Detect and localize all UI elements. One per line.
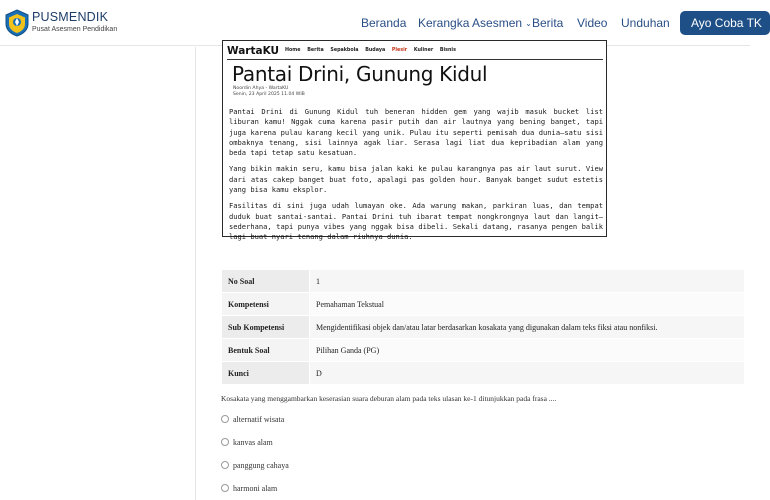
article-menu-item: Budaya — [365, 48, 386, 53]
radio-button[interactable] — [221, 461, 229, 469]
nav-unduhan[interactable]: Unduhan — [621, 16, 670, 30]
table-row — [222, 316, 745, 339]
article-body — [229, 107, 603, 249]
table-value: Mengidentifikasi objek dan/atau latar berdasarkan kosakata yang digunakan dalam teks fiksi atau nonfiksi. — [310, 316, 745, 339]
try-button[interactable]: Ayo Coba TK — [680, 11, 770, 35]
table-label: Sub Kompetensi — [222, 316, 310, 339]
nav-beranda[interactable]: Beranda — [361, 16, 407, 30]
option-label: harmoni alam — [233, 484, 278, 493]
table-row — [222, 362, 745, 385]
table-row — [222, 270, 745, 293]
article-menu-item: Bisnis — [439, 48, 456, 53]
answer-option-d[interactable] — [221, 484, 277, 496]
option-label: kanvas alam — [233, 438, 273, 447]
brand-subtitle: Pusat Asesmen Pendidikan — [32, 26, 118, 33]
table-value: Pemahaman Tekstual — [310, 293, 745, 316]
radio-button[interactable] — [221, 415, 229, 423]
article-menu-item: Berita — [307, 48, 324, 53]
article-paragraph: Pantai Drini di Gunung Kidul tuh beneran hidden gem yang wajib masuk bucket list liburan kamu! Nggak cuma karena pasir putih dan air lautnya yang bening banget, tapi juga karena pulau karang kecil yang unik. Pulau itu seperti pemisah dua dunia—satu sisi ombaknya tenang, sisi lainnya agak liar. Serasa lagi liat dua kepribadian alam yang beda tapi tetap satu kesatuan. — [229, 107, 603, 158]
radio-button[interactable] — [221, 484, 229, 492]
article-topbar — [227, 45, 603, 57]
article-menu — [285, 48, 461, 53]
table-label: Kompetensi — [222, 293, 310, 316]
nav-kerangka-asesmen[interactable] — [418, 16, 532, 30]
table-value: D — [310, 362, 745, 385]
answer-option-b[interactable] — [221, 438, 273, 450]
article-menu-item: Home — [285, 48, 301, 53]
table-value: Pilihan Ganda (PG) — [310, 339, 745, 362]
article-title: Pantai Drini, Gunung Kidul — [232, 62, 488, 86]
article-paragraph: Yang bikin makin seru, kamu bisa jalan kaki ke pulau karangnya pas air laut surut. View dari atas cakep banget buat foto, apalagi pas golden hour. Banyak banget sudut estetis yang bisa kamu eksplor. — [229, 164, 603, 195]
table-label: No Soal — [222, 270, 310, 293]
table-row — [222, 339, 745, 362]
radio-button[interactable] — [221, 438, 229, 446]
answer-option-c[interactable] — [221, 461, 289, 473]
brand[interactable] — [32, 10, 117, 35]
answer-option-a[interactable] — [221, 415, 284, 427]
article-author: Noordin Ahya - WartaKU — [233, 86, 289, 91]
option-label: alternatif wisata — [233, 415, 285, 424]
question-text: Kosakata yang menggambarkan keserasian suara deburan alam pada teks ulasan ke-1 ditunjukkan pada frasa .... — [221, 394, 557, 403]
article-date: Senin, 23 April 2025 11.04 WIB — [233, 92, 305, 97]
option-label: panggung cahaya — [233, 461, 289, 470]
question-info-table — [221, 269, 745, 385]
tut-wuri-handayani-logo-icon[interactable] — [4, 9, 30, 37]
article-menu-item: Kuliner — [413, 48, 434, 53]
table-label: Kunci — [222, 362, 310, 385]
nav-berita[interactable]: Berita — [532, 16, 564, 30]
table-label: Bentuk Soal — [222, 339, 310, 362]
nav-video[interactable]: Video — [577, 16, 608, 30]
table-value: 1 — [310, 270, 745, 293]
article-image — [222, 40, 607, 242]
sidebar — [0, 47, 196, 500]
table-row — [222, 293, 745, 316]
article-paragraph: Fasilitas di sini juga udah lumayan oke. Ada warung makan, parkiran luas, dan tempat duduk buat santai-santai. Pantai Drini tuh ibarat tempat nongkrongnya laut dan langit—sederhana, tapi punya vibes yang nggak bisa dibeli. Sekali datang, rasanya pengen balik lagi buat nyari tenang dalam riuhnya dunia. — [229, 201, 603, 242]
chevron-down-icon: ⌄ — [525, 19, 532, 28]
article-site-logo: WartaKU — [227, 45, 280, 57]
brand-name: PUSMENDIK — [32, 10, 109, 24]
article-menu-item-active: Plesir — [391, 48, 408, 53]
article-divider — [227, 59, 603, 60]
article-menu-item: Sepakbola — [330, 48, 359, 53]
nav-label: Kerangka Asesmen — [418, 16, 523, 30]
